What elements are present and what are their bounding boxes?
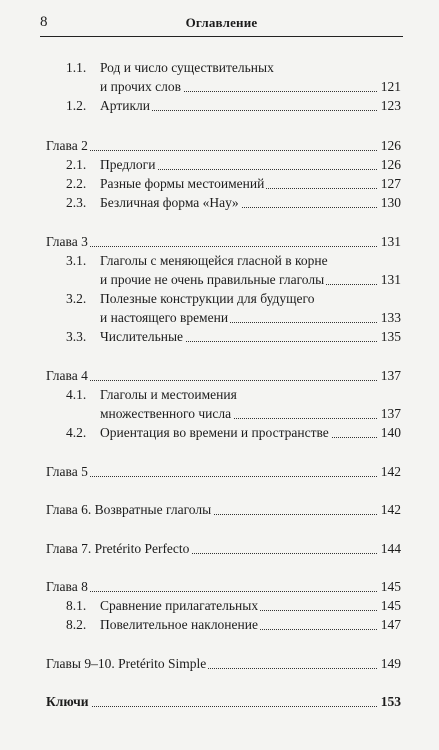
toc-entry-title[interactable]: Числительные xyxy=(100,327,185,347)
toc-entry-title[interactable]: и прочих слов xyxy=(100,77,183,97)
toc-leader-dots xyxy=(46,150,377,151)
toc-page-number[interactable]: 131 xyxy=(379,270,401,290)
toc-entry-title[interactable]: Разные формы местоимений xyxy=(100,174,266,194)
toc-entry-title[interactable]: Глава 5 xyxy=(46,462,90,482)
toc-entry-title[interactable]: Глава 8 xyxy=(46,577,90,597)
toc-section-number: 3.3. xyxy=(66,327,88,347)
toc-page-number[interactable]: 123 xyxy=(379,96,401,116)
toc-line xyxy=(0,327,439,347)
toc-leader-dots xyxy=(46,246,377,247)
toc-page-number[interactable]: 149 xyxy=(379,654,401,674)
toc-line xyxy=(0,577,439,597)
toc-page-number[interactable]: 140 xyxy=(379,423,401,443)
toc-entry-title[interactable]: Глава 3 xyxy=(46,232,90,252)
toc-entry-title[interactable]: и прочие не очень правильные глаголы xyxy=(100,270,326,290)
toc-line xyxy=(0,174,439,194)
toc-line xyxy=(0,385,439,405)
toc-line xyxy=(0,539,439,559)
toc-entry-title[interactable]: Род и число существительных xyxy=(100,58,276,78)
toc-section-number: 2.2. xyxy=(66,174,88,194)
toc-page-number[interactable]: 135 xyxy=(379,327,401,347)
toc-line xyxy=(0,596,439,616)
toc-line xyxy=(0,423,439,443)
toc-line xyxy=(0,251,439,271)
toc-section-number: 2.1. xyxy=(66,155,88,175)
toc-page-number[interactable]: 145 xyxy=(379,577,401,597)
toc-line xyxy=(0,136,439,156)
toc-entry-title[interactable]: Ключи xyxy=(46,692,91,712)
toc-entry-title[interactable]: Глаголы и местоимения xyxy=(100,385,239,405)
toc-line xyxy=(0,615,439,635)
toc-line xyxy=(0,500,439,520)
toc-page-number[interactable]: 131 xyxy=(379,232,401,252)
toc-entry-title[interactable]: Глаголы с меняющейся гласной в корне xyxy=(100,251,330,271)
toc-line xyxy=(0,193,439,213)
toc-page-number[interactable]: 133 xyxy=(379,308,401,328)
toc-page-number[interactable]: 144 xyxy=(379,539,401,559)
toc-section-number: 2.3. xyxy=(66,193,88,213)
page-title: Оглавление xyxy=(185,15,258,30)
toc-entry-title[interactable]: Повелительное наклонение xyxy=(100,615,260,635)
toc-entry-title[interactable]: Ориентация во времени и пространстве xyxy=(100,423,331,443)
toc-section-number: 4.2. xyxy=(66,423,88,443)
toc-entry-title[interactable]: Главы 9–10. Pretérito Simple xyxy=(46,654,208,674)
toc-line xyxy=(0,462,439,482)
toc-entry-title[interactable]: Глава 7. Pretérito Perfecto xyxy=(46,539,191,559)
toc-entry-title[interactable]: Полезные конструкции для будущего xyxy=(100,289,316,309)
toc-page-number[interactable]: 126 xyxy=(379,136,401,156)
toc-entry-title[interactable]: множественного числа xyxy=(100,404,233,424)
toc-entry-title[interactable]: Безличная форма «Hay» xyxy=(100,193,241,213)
toc-leader-dots xyxy=(46,380,377,381)
toc-entry-title[interactable]: Артикли xyxy=(100,96,152,116)
toc-entry-title[interactable]: Глава 2 xyxy=(46,136,90,156)
toc-page-number[interactable]: 121 xyxy=(379,77,401,97)
toc-entry-title[interactable]: Глава 4 xyxy=(46,366,90,386)
toc-line xyxy=(0,366,439,386)
toc-section-number: 8.2. xyxy=(66,615,88,635)
toc-line xyxy=(0,96,439,116)
toc-entry-title[interactable]: и настоящего времени xyxy=(100,308,230,328)
toc-section-number: 8.1. xyxy=(66,596,88,616)
toc-entry-title[interactable]: Предлоги xyxy=(100,155,157,175)
page-number: 8 xyxy=(40,14,48,30)
toc-leader-dots xyxy=(46,706,377,707)
toc-entry-title[interactable]: Сравнение прилагательных xyxy=(100,596,260,616)
toc-section-number: 1.1. xyxy=(66,58,88,78)
toc-entry-title[interactable]: Глава 6. Возвратные глаголы xyxy=(46,500,213,520)
toc-section-number: 3.2. xyxy=(66,289,88,309)
toc-page-number[interactable]: 137 xyxy=(379,366,401,386)
toc-line xyxy=(0,404,439,424)
toc-line xyxy=(0,308,439,328)
toc-line xyxy=(0,692,439,712)
toc-page-number[interactable]: 142 xyxy=(379,500,401,520)
toc-page-number[interactable]: 137 xyxy=(379,404,401,424)
toc-line xyxy=(0,58,439,78)
toc-line xyxy=(0,77,439,97)
toc-section-number: 4.1. xyxy=(66,385,88,405)
toc-section-number: 1.2. xyxy=(66,96,88,116)
toc-line xyxy=(0,654,439,674)
toc-line xyxy=(0,270,439,290)
toc-page-number[interactable]: 145 xyxy=(379,596,401,616)
toc-line xyxy=(0,289,439,309)
toc-page-number[interactable]: 127 xyxy=(379,174,401,194)
toc-page-number[interactable]: 153 xyxy=(379,692,401,712)
toc-line xyxy=(0,155,439,175)
toc-section-number: 3.1. xyxy=(66,251,88,271)
toc-line xyxy=(0,232,439,252)
toc-page-number[interactable]: 126 xyxy=(379,155,401,175)
toc-leader-dots xyxy=(46,476,377,477)
toc-page-number[interactable]: 142 xyxy=(379,462,401,482)
toc-page-number[interactable]: 130 xyxy=(379,193,401,213)
toc-page-number[interactable]: 147 xyxy=(379,615,401,635)
toc-leader-dots xyxy=(46,591,377,592)
